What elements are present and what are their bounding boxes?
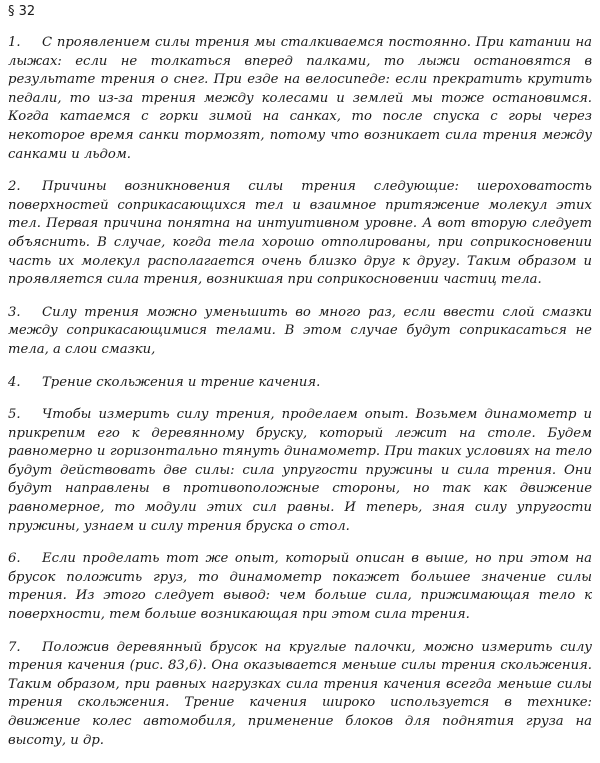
paragraph-text: Трение скольжения и трение качения.: [42, 374, 321, 390]
paragraph-text: Причины возникновения силы трения следующие: шероховатость поверхностей соприкасающихся тел и взаимное притяжение молекул этих тел. Первая причина понятна на интуитивном уровне. А вот вторую следует объяснить. В случае, когда тела хорошо отполированы, при соприкосновении часть их молекул располагается очень близко друг к другу. Таким образом и проявляется сила трения, возникшая при соприкосновении частиц тела.: [8, 179, 592, 288]
paragraph-6: [8, 550, 592, 624]
paragraph-number: 1.: [8, 35, 21, 50]
paragraph-text: Силу трения можно уменьшить во много раз, если ввести слой смазки между соприкасающимися телами. В этом случае будут соприкасаться не тела, а слои смазки,: [8, 304, 592, 357]
paragraph-text: Положив деревянный брусок на круглые палочки, можно измерить силу трения качения (рис. 83,6). Она оказывается меньше силы трения скольжения. Таким образом, при равных нагрузках сила трения качения всегда меньше силы трения скольжения. Трение качения широко используется в технике: движение колес автомобиля, применение блоков для поднятия груза на высоту, и др.: [8, 639, 592, 748]
paragraph-2: [8, 178, 592, 290]
paragraph-number: 2.: [8, 179, 21, 195]
paragraph-number: 4.: [8, 374, 21, 390]
paragraph-4: [8, 374, 592, 393]
paragraph-text: С проявлением силы трения мы сталкиваемся постоянно. При катании на лыжах: если не толкаться вперед палками, то лыжи остановятся в результате трения о снег. При езде на велосипеде: если прекратить крутить педали, то из-за трения между колесами и землей мы тоже остановимся. Когда катаемся с горки зимой на санках, то после спуска с горы через некоторое время санки тормозят, потому что возникает сила трения между санками и льдом.: [8, 35, 592, 162]
paragraph-number: 7.: [8, 639, 21, 655]
paragraph-number: 5.: [8, 407, 21, 423]
paragraph-1: [8, 34, 592, 164]
paragraph-text: Чтобы измерить силу трения, проделаем опыт. Возьмем динамометр и прикрепим его к деревянному бруску, который лежит на столе. Будем равномерно и горизонтально тянуть динамометр. При таких условиях на тело будут действовать две силы: сила упругости пружины и сила трения. Они будут направлены в противоположные стороны, но так как движение равномерное, то модули этих сил равны. И теперь, зная силу упругости пружины, узнаем и силу трения бруска о стол.: [8, 407, 592, 534]
paragraph-3: [8, 304, 592, 360]
paragraph-number: 3.: [8, 304, 21, 320]
paragraph-5: [8, 406, 592, 536]
paragraph-number: 6.: [8, 551, 21, 567]
section-number: § 32: [8, 4, 36, 19]
paragraph-7: [8, 639, 592, 751]
paragraph-text: Если проделать тот же опыт, который описан в выше, но при этом на брусок положить груз, то динамометр покажет большее значение силы трения. Из этого следует вывод: чем больше сила, прижимающая тело к поверхности, тем больше возникающая при этом сила трения.: [8, 551, 592, 623]
